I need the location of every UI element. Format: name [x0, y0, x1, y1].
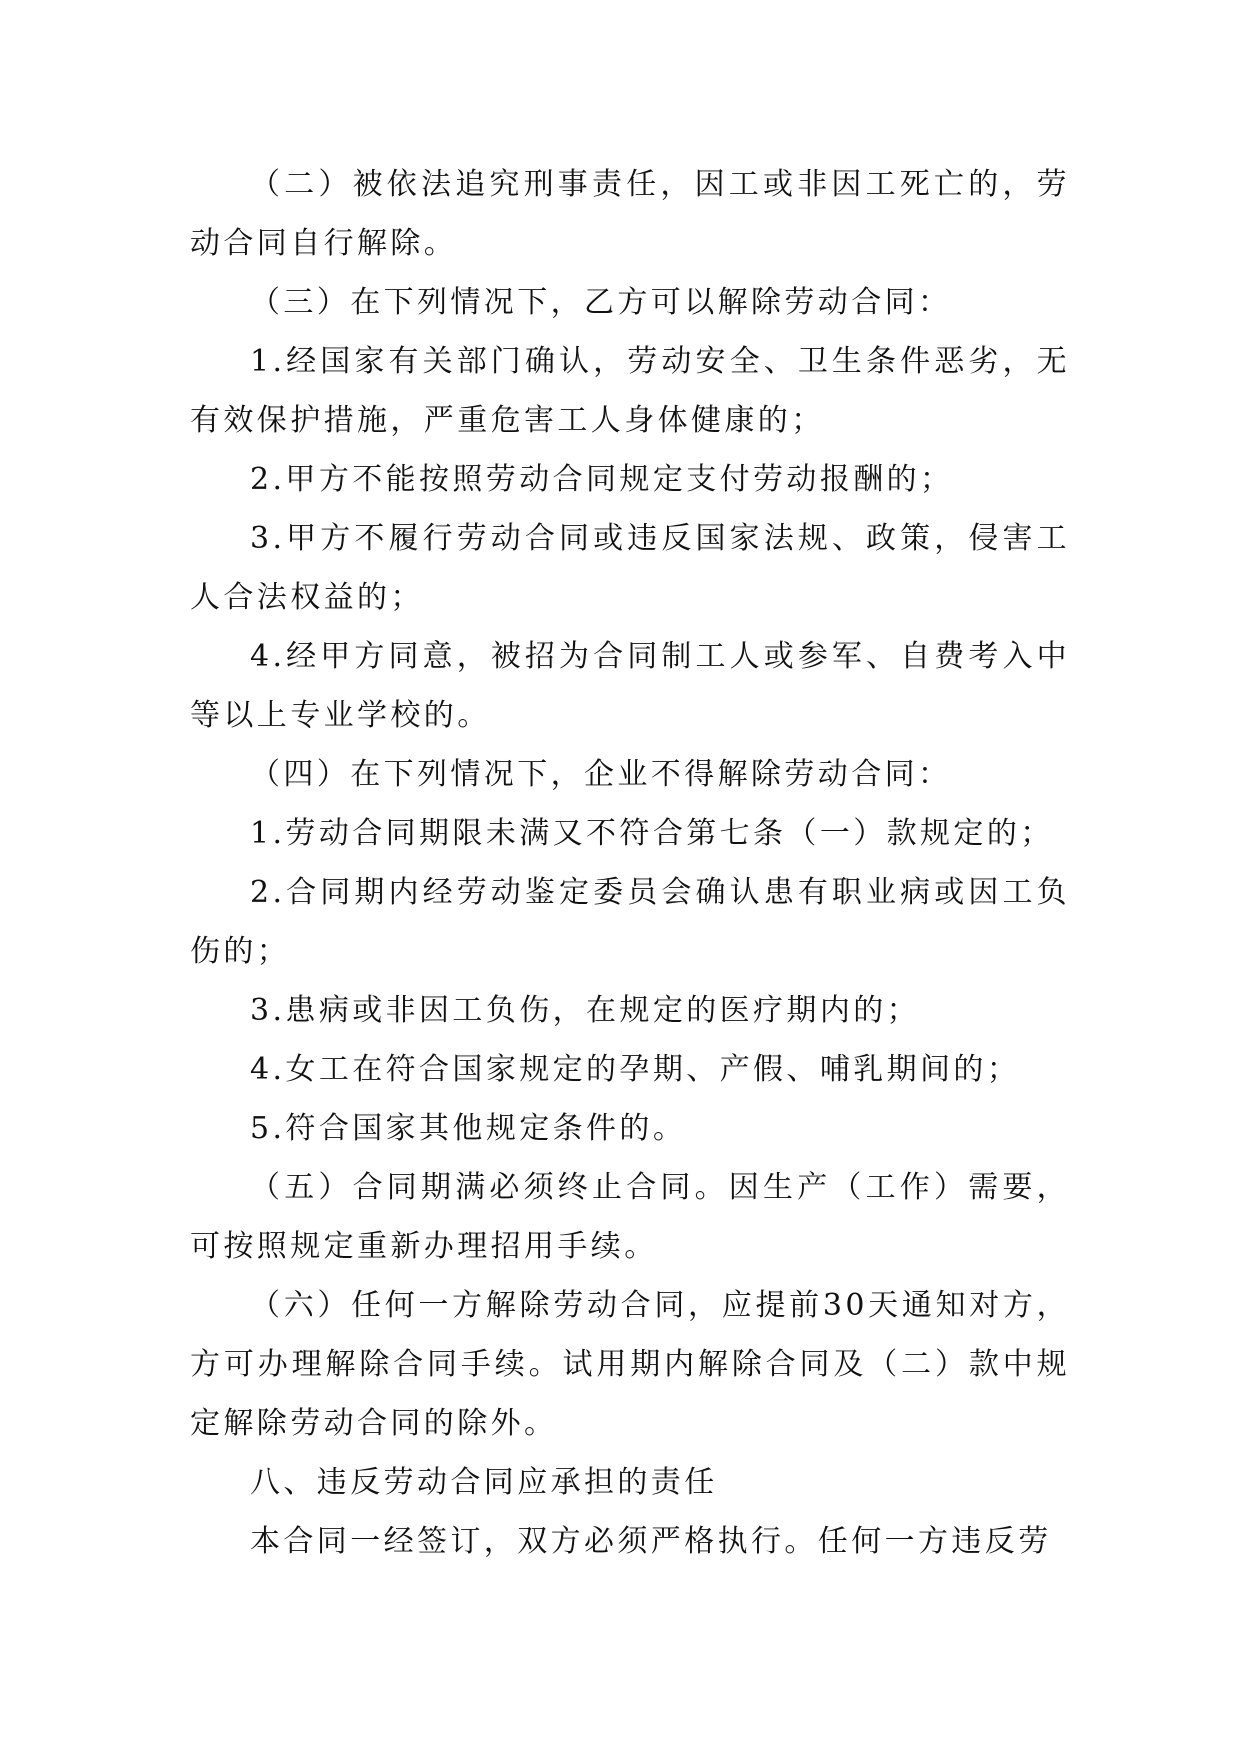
paragraph-2-termination-by-law: （二）被依法追究刑事责任，因工或非因工死亡的，劳动合同自行解除。: [190, 167, 1070, 261]
document-body: [190, 155, 1070, 1571]
paragraph-4-item-2: 2.合同期内经劳动鉴定委员会确认患有职业病或因工负伤的；: [190, 875, 1070, 969]
paragraph-4-item-4: 4.女工在符合国家规定的孕期、产假、哺乳期间的；: [250, 1052, 1021, 1087]
paragraph-4-heading: （四）在下列情况下，企业不得解除劳动合同：: [250, 757, 952, 792]
paragraph-4-item-5: 5.符合国家其他规定条件的。: [250, 1111, 687, 1146]
paragraph-4-item-1: 1.劳动合同期限未满又不符合第七条（一）款规定的；: [250, 816, 1054, 851]
paragraph-3-item-1: 1.经国家有关部门确认，劳动安全、卫生条件恶劣，无有效保护措施，严重危害工人身体健康的；: [190, 344, 1070, 438]
paragraph-3-item-2: 2.甲方不能按照劳动合同规定支付劳动报酬的；: [250, 462, 954, 497]
paragraph-3-heading: （三）在下列情况下，乙方可以解除劳动合同：: [250, 285, 952, 320]
paragraph-3-item-3: 3.甲方不履行劳动合同或违反国家法规、政策，侵害工人合法权益的；: [190, 521, 1070, 615]
paragraph-4-item-3: 3.患病或非因工负伤，在规定的医疗期内的；: [250, 993, 921, 1028]
paragraph-6-notice: （六）任何一方解除劳动合同，应提前30天通知对方，方可办理解除合同手续。试用期内解除合同及（二）款中规定解除劳动合同的除外。: [190, 1288, 1070, 1441]
paragraph-5-expiry: （五）合同期满必须终止合同。因生产（工作）需要，可按照规定重新办理招用手续。: [190, 1170, 1070, 1264]
section-8-body: 本合同一经签订，双方必须严格执行。任何一方违反劳: [250, 1524, 1052, 1559]
section-8-heading: 八、违反劳动合同应承担的责任: [250, 1465, 718, 1500]
paragraph-3-item-4: 4.经甲方同意，被招为合同制工人或参军、自费考入中等以上专业学校的。: [190, 639, 1070, 733]
